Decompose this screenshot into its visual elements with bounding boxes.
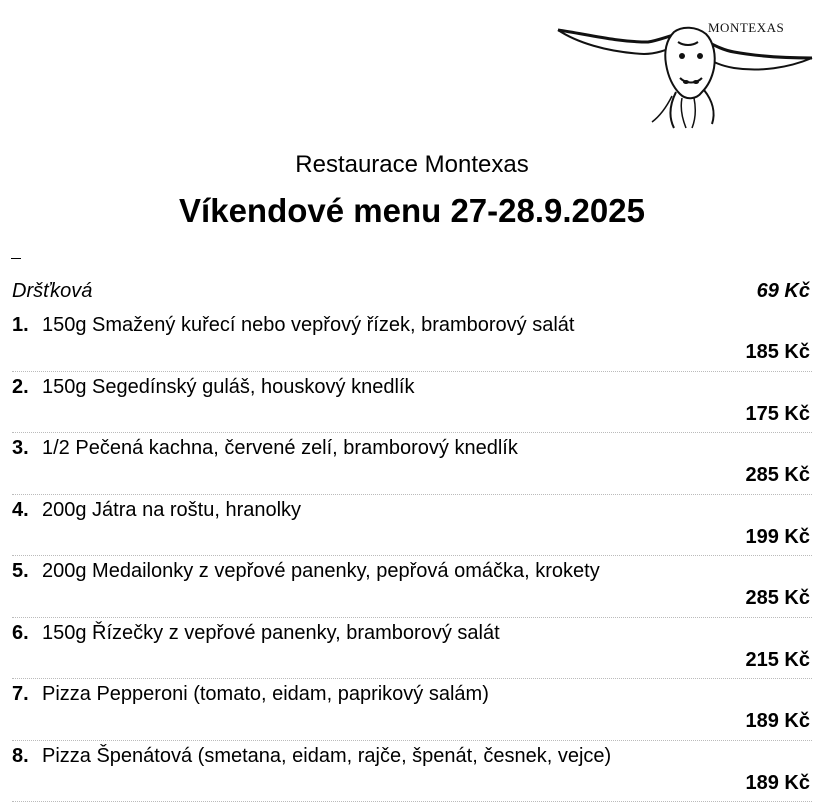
montexas-logo [556,12,814,130]
item-price: 285 Kč [745,587,810,609]
menu-list [12,310,812,802]
item-price: 215 Kč [745,648,810,671]
item-price: 185 Kč [745,341,810,363]
item-description: 150g Smažený kuřecí nebo vepřový řízek, bramborový salát [42,314,575,336]
page-title: Víkendové menu 27-28.9.2025 [179,192,645,229]
item-description: 150g Segedínský guláš, houskový knedlík [42,375,415,398]
item-price: 189 Kč [745,710,810,732]
item-number: 1. [12,314,29,336]
item-price: 175 Kč [745,402,810,425]
item-price: 189 Kč [745,771,810,794]
menu-item [12,372,812,434]
item-number: 3. [12,437,29,459]
item-price: 285 Kč [745,464,810,486]
item-number: 8. [12,744,29,767]
soup-price: 69 Kč [756,280,810,302]
item-price: 199 Kč [745,525,810,548]
logo-text: MONTEXAS [708,20,785,35]
menu-item [12,310,812,372]
item-number: 5. [12,560,29,582]
item-number: 6. [12,621,29,644]
item-description: 200g Medailonky z vepřové panenky, pepřová omáčka, krokety [42,560,600,582]
item-number: 2. [12,375,29,398]
menu-item [12,618,812,680]
restaurant-name: Restaurace Montexas [295,151,529,178]
menu-item [12,741,812,803]
item-number: 4. [12,498,29,521]
divider-mark [11,258,21,259]
menu-item [12,433,812,495]
item-description: 200g Játra na roštu, hranolky [42,498,302,521]
item-number: 7. [12,683,29,705]
item-description: Pizza Pepperoni (tomato, eidam, paprikový salám) [42,683,489,705]
soup-row [12,278,812,308]
menu-item [12,495,812,557]
item-description: 1/2 Pečená kachna, červené zelí, bramborový knedlík [42,437,518,459]
item-description: Pizza Špenátová (smetana, eidam, rajče, špenát, česnek, vejce) [42,744,612,767]
menu-item [12,556,812,618]
item-description: 150g Řízečky z vepřové panenky, bramborový salát [42,621,500,644]
soup-name: Dršťková [12,280,93,302]
menu-item [12,679,812,741]
